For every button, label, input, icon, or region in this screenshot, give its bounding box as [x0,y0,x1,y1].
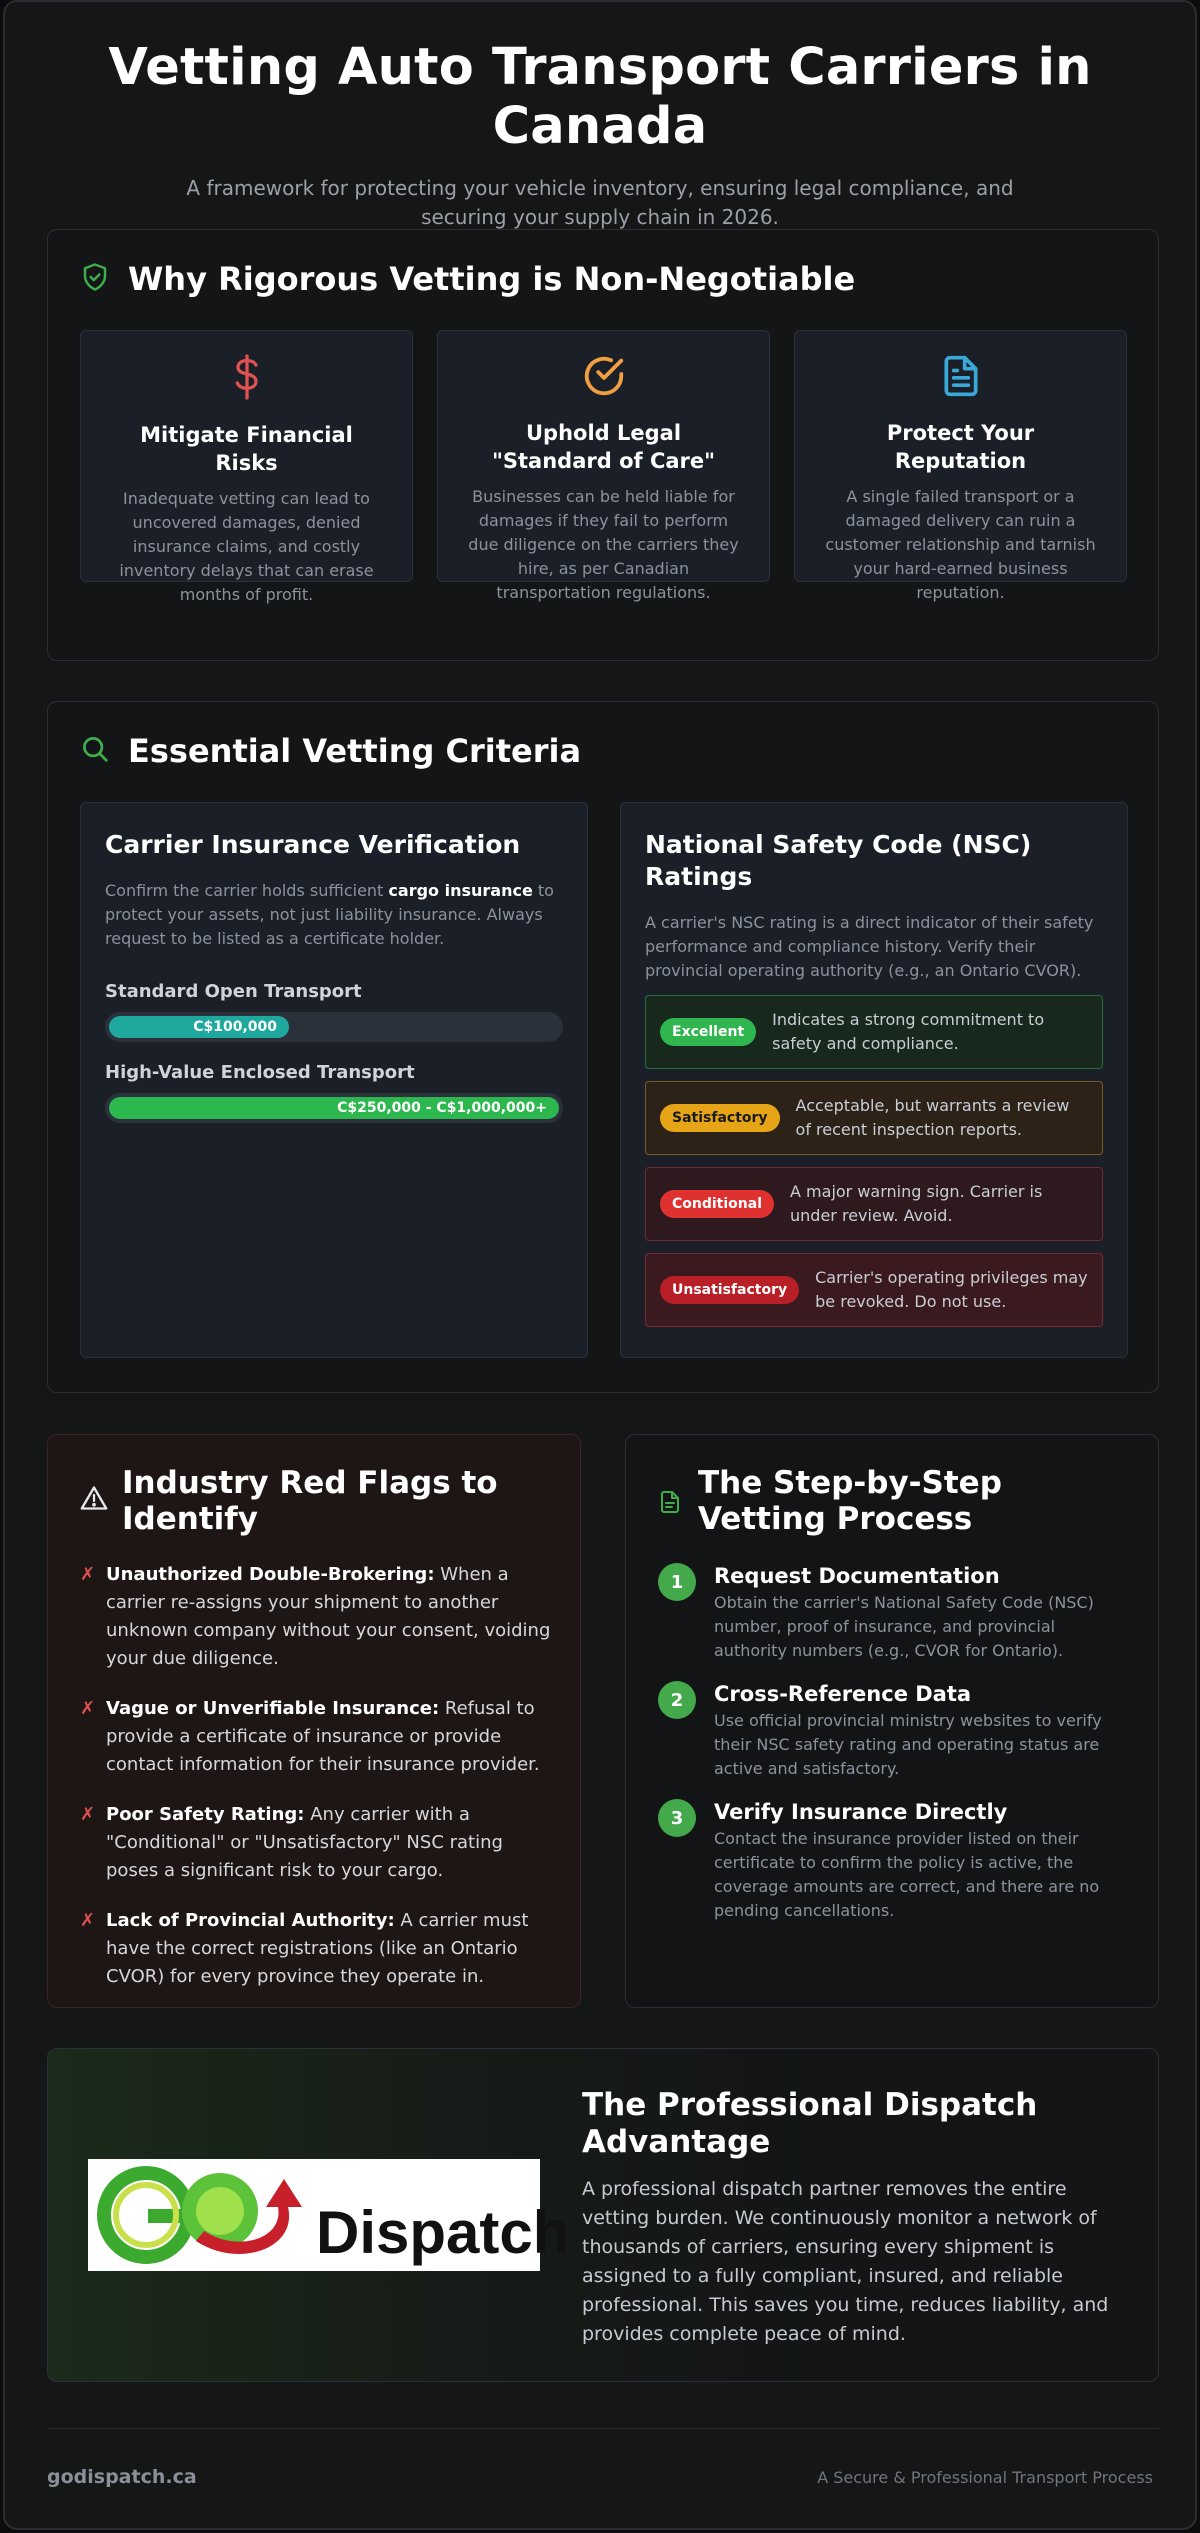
why-title: Why Rigorous Vetting is Non-Negotiable [128,260,856,298]
red-flag-item [80,1561,558,1673]
step-number: 2 [658,1681,696,1719]
red-flag-label: Unauthorized Double-Brokering: [106,1564,435,1585]
why-card-title: Uphold Legal "Standard of Care" [491,421,716,473]
nsc-rating-badge: Satisfactory [660,1104,780,1132]
insurance-desc-bold: cargo insurance [388,881,533,900]
header [5,2,1195,232]
svg-text:Dispatch: Dispatch [316,2199,570,2266]
criteria-panel [47,701,1159,1393]
red-flag-item [80,1695,558,1779]
dispatch-title: The Professional Dispatch Advantage [582,2087,1038,2160]
insurance-title: Carrier Insurance Verification [105,830,521,859]
footer-divider [47,2428,1159,2429]
step-number: 1 [658,1563,696,1601]
process-step [658,1799,1128,1923]
nsc-rating-text: Carrier's operating privileges may be revoked. Do not use. [815,1268,1088,1311]
coverage-bar-value: C$100,000 [193,1019,277,1035]
nsc-rating-row [645,1081,1103,1155]
coverage-bar-label: Standard Open Transport [105,981,362,1002]
why-card-text: Inadequate vetting can lead to uncovered damages, denied insurance claims, and costly inventory delays that can erase months of profit. [119,489,374,604]
search-icon [80,734,110,768]
why-card-text: A single failed transport or a damaged delivery can ruin a customer relationship and tarnish your hard-earned business reputation. [825,487,1096,602]
nsc-card [620,802,1128,1358]
red-flag-text [106,1695,558,1779]
dollar-icon [229,386,265,405]
cross-icon: ✗ [80,1910,96,1931]
footer-tagline: A Secure & Professional Transport Process [817,2468,1153,2487]
insurance-desc-part: Confirm the carrier holds sufficient [105,881,389,900]
red-flag-label: Vague or Unverifiable Insurance: [106,1698,440,1719]
red-flag-text [106,1801,558,1885]
red-flag-desc: Refusal to provide a certificate of insurance or provide contact information for their insurance provider. [106,1698,540,1775]
criteria-title: Essential Vetting Criteria [128,732,582,770]
process-step [658,1563,1128,1663]
cross-icon: ✗ [80,1564,96,1585]
red-flag-desc: A carrier must have the correct registrations (like an Ontario CVOR) for every province they operate in. [106,1910,529,1987]
red-flag-item [80,1801,558,1885]
infographic-page [3,0,1197,2530]
process-panel [625,1434,1159,2008]
why-card-text: Businesses can be held liable for damages if they fail to perform due diligence on the carriers they hire, as per Canadian transportation regulations. [468,487,739,602]
red-flags-title: Industry Red Flags to Identify [122,1465,498,1537]
why-panel-header [80,260,855,298]
step-text: Contact the insurance provider listed on their certificate to confirm the policy is active, the coverage amounts are correct, and there are no pending cancellations. [714,1829,1100,1920]
coverage-bar-track [105,1093,563,1123]
page-title: Vetting Auto Transport Carriers in Canada [108,38,1092,156]
nsc-title: National Safety Code (NSC) Ratings [645,830,1032,891]
criteria-panel-header [80,732,581,770]
nsc-rating-row [645,1253,1103,1327]
coverage-bar-track [105,1012,563,1042]
nsc-rating-row [645,1167,1103,1241]
nsc-rating-text: Acceptable, but warrants a review of recent inspection reports. [795,1096,1070,1139]
check-circle-icon [581,384,627,403]
coverage-bar-value: C$250,000 - C$1,000,000+ [337,1100,547,1116]
page-subtitle: A framework for protecting your vehicle inventory, ensuring legal compliance, and securing your supply chain in 2026. [186,176,1014,229]
footer-site[interactable]: godispatch.ca [47,2466,197,2488]
step-body [714,1799,1128,1923]
process-step [658,1681,1128,1781]
step-title: Cross-Reference Data [714,1682,972,1706]
red-flag-desc: When a carrier re-assigns your shipment to another unknown company without your consent, voiding your due diligence. [106,1564,551,1669]
red-flag-text [106,1907,558,1991]
cross-icon: ✗ [80,1804,96,1825]
process-title: The Step-by-Step Vetting Process [698,1465,1002,1537]
insurance-desc [105,879,563,951]
step-title: Verify Insurance Directly [714,1800,1008,1824]
nsc-desc: A carrier's NSC rating is a direct indicator of their safety performance and compliance history. Verify their provincial operating authority (e.g., an Ontario CVOR). [645,913,1094,980]
document-icon [658,1489,682,1519]
warning-triangle-icon [80,1485,108,1515]
why-panel [47,229,1159,661]
step-text: Use official provincial ministry websites to verify their NSC safety rating and operating status are active and satisfactory. [714,1711,1102,1778]
insurance-desc-part: to protect your assets, not just liability insurance. Always request to be listed as a certificate holder. [105,881,554,948]
why-card-financial [80,330,413,604]
red-flag-desc: Any carrier with a "Conditional" or "Unsatisfactory" NSC rating poses a significant risk to your cargo. [106,1804,503,1881]
red-flag-label: Lack of Provincial Authority: [106,1910,395,1931]
coverage-bar-fill [109,1097,559,1119]
nsc-rating-badge: Conditional [660,1190,774,1218]
step-number: 3 [658,1799,696,1837]
step-text: Obtain the carrier's National Safety Code (NSC) number, proof of insurance, and provincial authority numbers (e.g., CVOR for Ontario). [714,1593,1094,1660]
red-flag-text [106,1561,558,1673]
coverage-bar-fill [109,1016,289,1038]
red-flag-item [80,1907,558,1991]
nsc-rating-list [645,995,1103,1327]
cross-icon: ✗ [80,1698,96,1719]
nsc-rating-text: A major warning sign. Carrier is under review. Avoid. [790,1182,1043,1225]
dispatch-advantage-panel [47,2048,1159,2382]
red-flag-label: Poor Safety Rating: [106,1804,305,1825]
nsc-rating-badge: Excellent [660,1018,756,1046]
red-flags-list [80,1561,558,2013]
why-card-title: Protect Your Reputation [886,421,1035,473]
why-card-title: Mitigate Financial Risks [140,423,353,475]
step-body [714,1681,1128,1781]
why-card-reputation [794,330,1127,602]
coverage-bar-label: High-Value Enclosed Transport [105,1062,415,1083]
nsc-rating-row [645,995,1103,1069]
step-body [714,1563,1128,1663]
why-card-legal [437,330,770,602]
insurance-card [80,802,588,1358]
process-steps [658,1563,1128,1941]
godispatch-logo [88,2159,570,2271]
shield-check-icon [80,262,110,296]
document-icon [939,384,983,403]
dispatch-text: A professional dispatch partner removes the entire vetting burden. We continuously monitor a network of thousands of carriers, ensuring every shipment is assigned to a fully compliant, insured, and reliable professional. This saves you time, reduces liability, and provides complete peace of mind. [582,2178,1109,2345]
nsc-rating-text: Indicates a strong commitment to safety and compliance. [772,1010,1045,1053]
red-flags-panel [47,1434,581,2008]
step-title: Request Documentation [714,1564,1000,1588]
nsc-rating-badge: Unsatisfactory [660,1276,799,1304]
